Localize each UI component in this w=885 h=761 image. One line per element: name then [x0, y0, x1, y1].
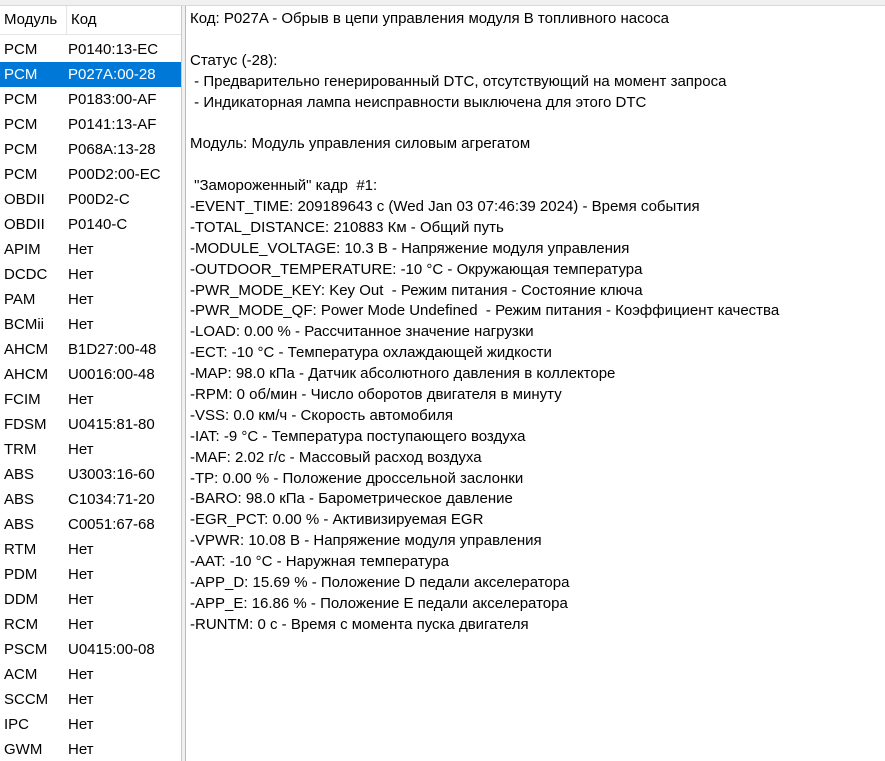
- row-module: FCIM: [4, 391, 41, 408]
- row-code: Нет: [68, 391, 94, 408]
- table-row[interactable]: [0, 237, 181, 262]
- table-row[interactable]: [0, 662, 181, 687]
- row-code: U0415:81-80: [68, 416, 155, 433]
- table-row[interactable]: [0, 362, 181, 387]
- detail-line: -TP: 0.00 % - Положение дроссельной заслонки: [190, 469, 524, 487]
- row-code: B1D27:00-48: [68, 341, 157, 358]
- row-code: P027A:00-28: [68, 66, 156, 83]
- row-module: RTM: [4, 541, 37, 558]
- table-row[interactable]: [0, 187, 181, 212]
- detail-line: -EVENT_TIME: 209189643 с (Wed Jan 03 07:46:39 2024) - Время события: [190, 198, 700, 216]
- detail-line: -APP_D: 15.69 % - Положение D педали акселератора: [190, 574, 570, 592]
- detail-line: "Замороженный" кадр #1:: [190, 177, 378, 195]
- table-row[interactable]: [0, 562, 181, 587]
- row-code: Нет: [68, 666, 94, 683]
- row-code: Нет: [68, 291, 94, 308]
- row-module: DDM: [4, 591, 39, 608]
- row-module: PCM: [4, 66, 38, 83]
- row-code: P00D2:00-EC: [68, 166, 161, 183]
- detail-line: -PWR_MODE_KEY: Key Out - Режим питания - Состояние ключа: [190, 281, 643, 299]
- table-row[interactable]: [0, 462, 181, 487]
- row-module: AHCM: [4, 366, 49, 383]
- row-module: FDSM: [4, 416, 47, 433]
- dtc-rows: [0, 35, 181, 761]
- row-module: PCM: [4, 141, 38, 158]
- detail-line: -MAF: 2.02 г/с - Массовый расход воздуха: [190, 448, 482, 466]
- table-row[interactable]: [0, 37, 181, 62]
- table-row[interactable]: [0, 637, 181, 662]
- detail-line: -PWR_MODE_QF: Power Mode Undefined - Режим питания - Коэффициент качества: [190, 302, 780, 320]
- table-row[interactable]: [0, 312, 181, 337]
- row-code: Нет: [68, 266, 94, 283]
- row-code: Нет: [68, 566, 94, 583]
- row-code: P0140:13-EC: [68, 41, 159, 58]
- row-module: ABS: [4, 516, 35, 533]
- row-code: P0183:00-AF: [68, 91, 157, 108]
- detail-line: -OUTDOOR_TEMPERATURE: -10 °C - Окружающая температура: [190, 260, 643, 278]
- dtc-list-panel[interactable]: [0, 6, 182, 761]
- table-row[interactable]: [0, 112, 181, 137]
- detail-line: [190, 30, 885, 51]
- detail-line: -VPWR: 10.08 В - Напряжение модуля управления: [190, 532, 542, 550]
- table-row[interactable]: [0, 512, 181, 537]
- row-module: GWM: [4, 741, 43, 758]
- table-row[interactable]: [0, 437, 181, 462]
- detail-line: -LOAD: 0.00 % - Рассчитанное значение нагрузки: [190, 323, 534, 341]
- table-row[interactable]: [0, 537, 181, 562]
- detail-line: -VSS: 0.0 км/ч - Скорость автомобиля: [190, 406, 454, 424]
- row-code: U0016:00-48: [68, 366, 155, 383]
- detail-line: -APP_E: 16.86 % - Положение E педали акселератора: [190, 594, 568, 612]
- row-code: U0415:00-08: [68, 641, 155, 658]
- row-module: IPC: [4, 716, 30, 733]
- row-code: Нет: [68, 716, 94, 733]
- row-code: Нет: [68, 591, 94, 608]
- table-row[interactable]: [0, 62, 181, 87]
- row-module: PCM: [4, 116, 38, 133]
- row-code: Нет: [68, 316, 94, 333]
- row-code: P00D2-C: [68, 191, 130, 208]
- row-module: PDM: [4, 566, 38, 583]
- table-row[interactable]: [0, 712, 181, 737]
- row-code: P068A:13-28: [68, 141, 156, 158]
- row-module: ABS: [4, 466, 35, 483]
- row-module: ABS: [4, 491, 35, 508]
- detail-line: -ECT: -10 °C - Температура охлаждающей жидкости: [190, 344, 552, 362]
- table-row[interactable]: [0, 737, 181, 761]
- row-module: PCM: [4, 166, 38, 183]
- row-code: Нет: [68, 691, 94, 708]
- row-module: APIM: [4, 241, 41, 258]
- table-row[interactable]: [0, 162, 181, 187]
- detail-line: - Индикаторная лампа неисправности выключена для этого DTC: [190, 93, 647, 111]
- row-module: BCMii: [4, 316, 44, 333]
- table-row[interactable]: [0, 212, 181, 237]
- detail-line: -RUNTM: 0 с - Время с момента пуска двигателя: [190, 615, 529, 633]
- detail-line: -AAT: -10 °C - Наружная температура: [190, 553, 449, 571]
- row-module: PSCM: [4, 641, 48, 658]
- row-code: C1034:71-20: [68, 491, 155, 508]
- row-code: P0141:13-AF: [68, 116, 157, 133]
- table-row[interactable]: [0, 337, 181, 362]
- row-module: RCM: [4, 616, 39, 633]
- row-code: Нет: [68, 541, 94, 558]
- detail-line: Код: P027A - Обрыв в цепи управления модуля B топливного насоса: [190, 10, 669, 27]
- detail-line: [190, 155, 885, 176]
- table-row[interactable]: [0, 262, 181, 287]
- row-module: AHCM: [4, 341, 49, 358]
- row-module: ACM: [4, 666, 38, 683]
- table-row[interactable]: [0, 137, 181, 162]
- list-header: [0, 6, 181, 35]
- row-module: DCDC: [4, 266, 48, 283]
- table-row[interactable]: [0, 587, 181, 612]
- detail-line: -RPM: 0 об/мин - Число оборотов двигателя в минуту: [190, 386, 562, 404]
- row-module: OBDII: [4, 191, 45, 208]
- column-header-code[interactable]: Код: [71, 11, 97, 28]
- detail-line: Статус (-28):: [190, 51, 278, 69]
- detail-line: - Предварительно генерированный DTC, отсутствующий на момент запроса: [190, 72, 727, 90]
- table-row[interactable]: [0, 612, 181, 637]
- row-module: TRM: [4, 441, 37, 458]
- row-code: P0140-C: [68, 216, 128, 233]
- detail-line: -TOTAL_DISTANCE: 210883 Км - Общий путь: [190, 218, 504, 236]
- detail-line: -EGR_PCT: 0.00 % - Активизируемая EGR: [190, 511, 484, 529]
- column-header-module[interactable]: Модуль: [0, 6, 67, 34]
- detail-line: [190, 113, 885, 134]
- table-row[interactable]: [0, 412, 181, 437]
- row-code: U3003:16-60: [68, 466, 155, 483]
- detail-line: -MODULE_VOLTAGE: 10.3 В - Напряжение модуля управления: [190, 239, 630, 257]
- table-row[interactable]: [0, 87, 181, 112]
- detail-line: Модуль: Модуль управления силовым агрегатом: [190, 135, 531, 153]
- row-module: PCM: [4, 41, 38, 58]
- row-module: OBDII: [4, 216, 45, 233]
- row-module: SCCM: [4, 691, 49, 708]
- table-row[interactable]: [0, 287, 181, 312]
- row-module: PCM: [4, 91, 38, 108]
- row-module: PAM: [4, 291, 36, 308]
- dtc-details-panel[interactable]: [185, 6, 885, 761]
- row-code: Нет: [68, 616, 94, 633]
- detail-line: -BARO: 98.0 кПа - Барометрическое давление: [190, 490, 513, 508]
- table-row[interactable]: [0, 487, 181, 512]
- table-row[interactable]: [0, 687, 181, 712]
- row-code: C0051:67-68: [68, 516, 155, 533]
- row-code: Нет: [68, 741, 94, 758]
- row-code: Нет: [68, 241, 94, 258]
- detail-line: -IAT: -9 °C - Температура поступающего воздуха: [190, 427, 526, 445]
- detail-line: -MAP: 98.0 кПа - Датчик абсолютного давления в коллекторе: [190, 365, 616, 383]
- row-code: Нет: [68, 441, 94, 458]
- table-row[interactable]: [0, 387, 181, 412]
